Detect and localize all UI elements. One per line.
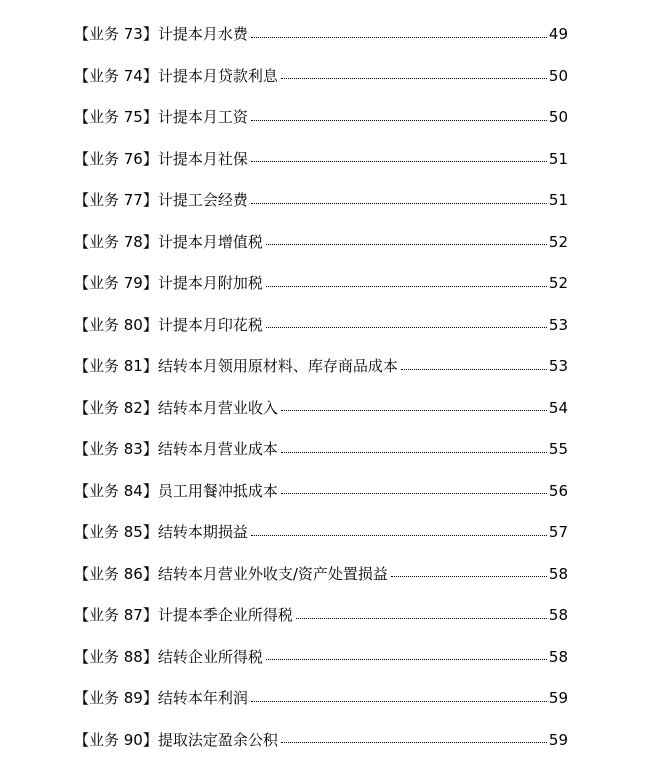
toc-entry-title: 计提本月社保 — [157, 149, 248, 168]
toc-entry[interactable] — [74, 313, 568, 337]
toc-entry-title: 提取法定盈余公积 — [157, 730, 278, 749]
toc-entry-page: 57 — [548, 523, 568, 541]
toc-entry-number: 【业务 74】 — [74, 66, 158, 85]
toc-entry-page: 50 — [548, 66, 568, 85]
toc-entry-title: 结转本期损益 — [157, 523, 248, 541]
toc-entry-number: 【业务 82】 — [74, 398, 158, 417]
toc-entry-title: 计提本月贷款利息 — [157, 66, 278, 85]
toc-entry-number: 【业务 87】 — [74, 606, 158, 624]
toc-entry-title: 结转企业所得税 — [157, 647, 263, 666]
toc-entry-number: 【业务 84】 — [74, 481, 158, 500]
toc-entry-number: 【业务 88】 — [74, 647, 158, 666]
toc-entry[interactable] — [74, 520, 568, 544]
toc-entry-number: 【业务 80】 — [74, 315, 158, 334]
toc-entry-page: 59 — [548, 730, 568, 749]
toc-dot-leader — [391, 576, 547, 577]
toc-entry-page: 54 — [548, 398, 568, 417]
toc-entry-number: 【业务 90】 — [74, 730, 158, 749]
toc-dot-leader — [251, 535, 547, 536]
toc-entry[interactable] — [74, 64, 568, 88]
toc-entry-title: 结转本月领用原材料、库存商品成本 — [157, 357, 398, 375]
toc-dot-leader — [251, 203, 547, 204]
toc-entry-page: 52 — [548, 274, 568, 292]
toc-entry-number: 【业务 86】 — [74, 564, 158, 583]
toc-entry-title: 计提本月印花税 — [157, 315, 263, 334]
toc-dot-leader — [266, 286, 547, 287]
toc-dot-leader — [251, 701, 547, 702]
toc-entry-number: 【业务 73】 — [74, 25, 158, 43]
toc-entry-number: 【业务 81】 — [74, 357, 158, 375]
toc-dot-leader — [401, 369, 547, 370]
toc-entry[interactable] — [74, 479, 568, 503]
toc-dot-leader — [281, 452, 547, 453]
toc-entry-number: 【业务 85】 — [74, 523, 158, 541]
toc-entry-page: 51 — [548, 149, 568, 168]
toc-entry-page: 53 — [548, 357, 568, 375]
toc-entry[interactable] — [74, 603, 568, 627]
toc-entry-page: 49 — [548, 25, 568, 43]
toc-entry-title: 员工用餐冲抵成本 — [157, 481, 278, 500]
toc-entry[interactable] — [74, 562, 568, 586]
toc-dot-leader — [296, 618, 547, 619]
toc-entry[interactable] — [74, 230, 568, 254]
toc-dot-leader — [266, 659, 547, 660]
toc-entry-number: 【业务 78】 — [74, 232, 158, 251]
toc-entry-title: 计提本月水费 — [157, 25, 248, 43]
toc-dot-leader — [281, 78, 547, 79]
toc-entry-page: 55 — [548, 440, 568, 458]
toc-entry-number: 【业务 89】 — [74, 689, 158, 707]
toc-entry[interactable] — [74, 728, 568, 752]
toc-entry-title: 结转本月营业收入 — [157, 398, 278, 417]
toc-entry-page: 53 — [548, 315, 568, 334]
toc-entry-title: 计提本季企业所得税 — [157, 606, 293, 624]
toc-entry-number: 【业务 83】 — [74, 440, 158, 458]
toc-entry-title: 计提工会经费 — [157, 191, 248, 209]
toc-dot-leader — [266, 244, 547, 245]
toc-dot-leader — [251, 161, 547, 162]
toc-entry[interactable] — [74, 188, 568, 212]
toc-dot-leader — [251, 37, 547, 38]
toc-entry[interactable] — [74, 645, 568, 669]
toc-entry[interactable] — [74, 686, 568, 710]
toc-entry[interactable] — [74, 271, 568, 295]
toc-entry-page: 59 — [548, 689, 568, 707]
toc-entry-page: 51 — [548, 191, 568, 209]
toc-entry[interactable] — [74, 396, 568, 420]
toc-entry-title: 结转本月营业外收支/资产处置损益 — [157, 564, 388, 583]
toc-entry-number: 【业务 77】 — [74, 191, 158, 209]
toc-entry-title: 计提本月工资 — [157, 108, 248, 126]
toc-entry-title: 结转本年利润 — [157, 689, 248, 707]
toc-entry-title: 结转本月营业成本 — [157, 440, 278, 458]
toc-entry-number: 【业务 75】 — [74, 108, 158, 126]
toc-dot-leader — [251, 120, 547, 121]
toc-entry-number: 【业务 79】 — [74, 274, 158, 292]
toc-entry-title: 计提本月附加税 — [157, 274, 263, 292]
toc-entry[interactable] — [74, 437, 568, 461]
toc-dot-leader — [281, 742, 547, 743]
toc-entry[interactable] — [74, 22, 568, 46]
toc-entry-page: 58 — [548, 564, 568, 583]
toc-entry-number: 【业务 76】 — [74, 149, 158, 168]
toc-entry-page: 56 — [548, 481, 568, 500]
toc-entry-page: 58 — [548, 606, 568, 624]
toc-entry[interactable] — [74, 354, 568, 378]
toc-entry-page: 50 — [548, 108, 568, 126]
toc-entry[interactable] — [74, 147, 568, 171]
toc-entry-page: 58 — [548, 647, 568, 666]
toc-dot-leader — [281, 493, 547, 494]
toc-entry-title: 计提本月增值税 — [157, 232, 263, 251]
toc-dot-leader — [281, 410, 547, 411]
toc-dot-leader — [266, 327, 547, 328]
toc-entry[interactable] — [74, 105, 568, 129]
toc-entry-page: 52 — [548, 232, 568, 251]
